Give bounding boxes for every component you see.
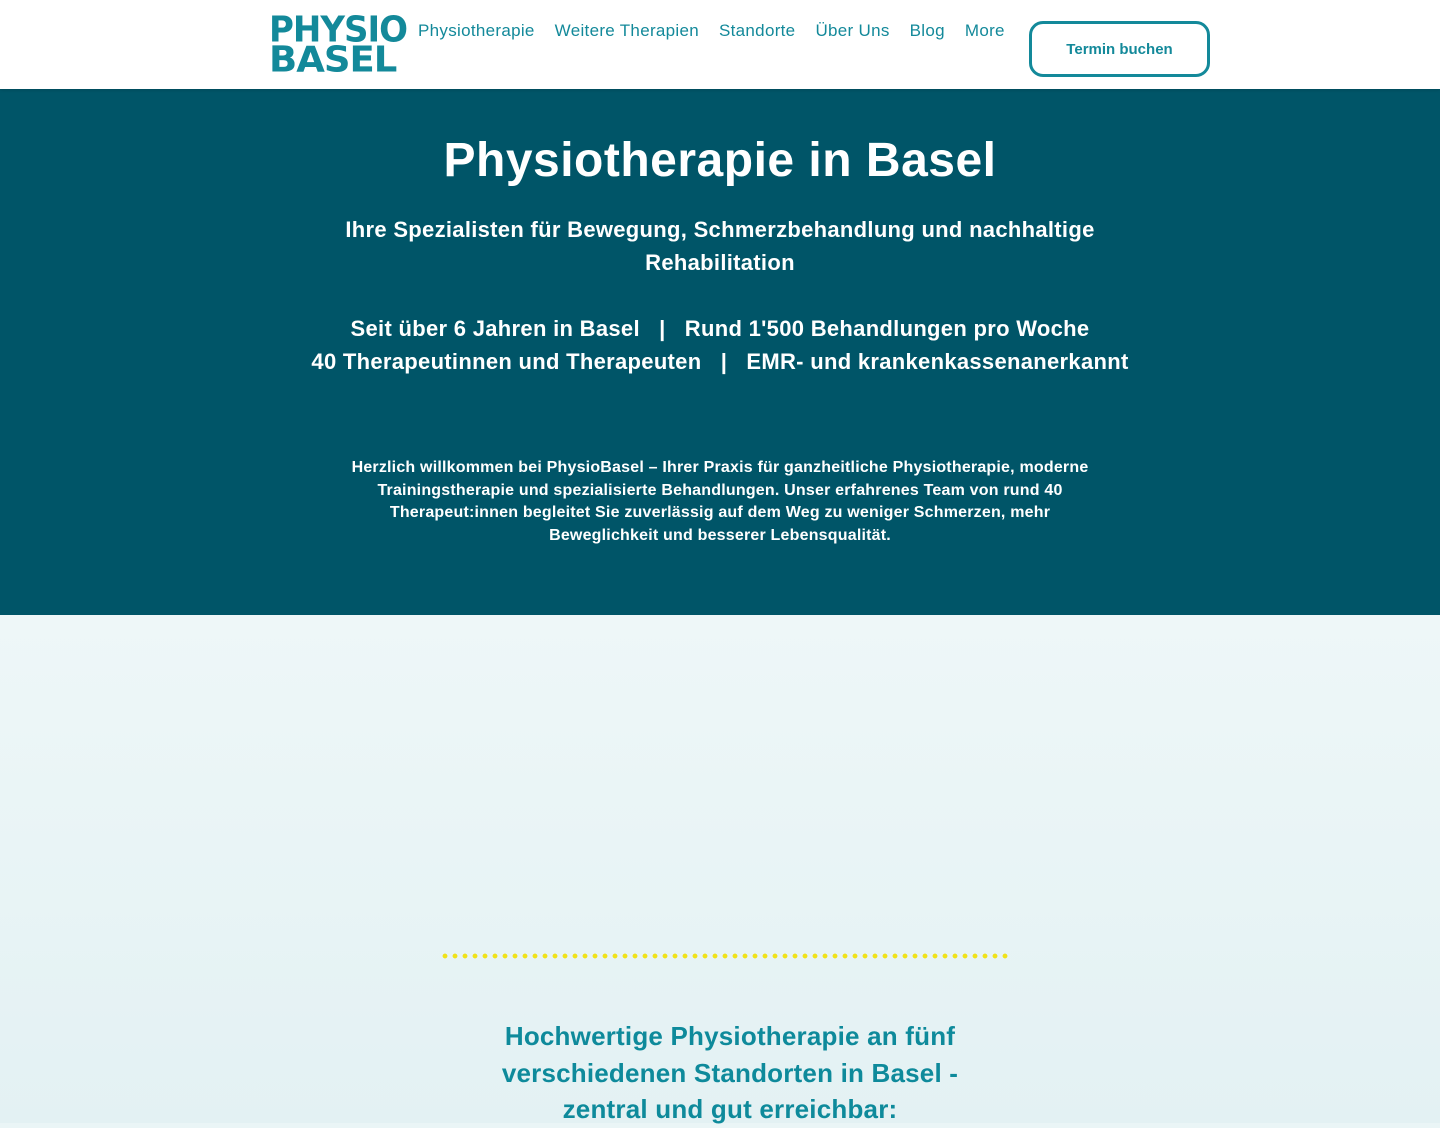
nav-item-ueber-uns[interactable]: Über Uns <box>815 21 890 40</box>
main-navigation <box>418 21 1005 41</box>
key-facts <box>0 312 1440 378</box>
locations-section <box>0 615 1440 1123</box>
hero-subtitle: Ihre Spezialisten für Bewegung, Schmerzbehandlung und nachhaltige Rehabilitation <box>345 217 1095 275</box>
nav-item-more[interactable]: More <box>964 21 1005 40</box>
nav-item-standorte[interactable]: Standorte <box>719 21 796 40</box>
logo-line-1: PHYSIO <box>269 8 408 51</box>
logo-line-2: BASEL <box>269 39 397 81</box>
page-title: Physiotherapie in Basel <box>443 134 997 187</box>
dotted-divider <box>440 953 1010 959</box>
nav-item-physiotherapie[interactable]: Physiotherapie <box>418 21 535 40</box>
site-header <box>0 0 1440 89</box>
welcome-text: Herzlich willkommen bei PhysioBasel – Ihrer Praxis für ganzheitliche Physiotherapie, moderne Trainingstherapie und spezialisierte Behandlungen. Unser erfahrenes Team von rund 40 Therapeut:innen begleitet Sie zuverlässig auf dem Weg zu weniger Schmerzen, mehr Beweglichkeit und besserer Lebensqualität. <box>351 459 1089 544</box>
hero-section <box>0 89 1440 615</box>
termin-buchen-button[interactable]: Termin buchen <box>1029 21 1210 77</box>
nav-item-weitere-therapien[interactable]: Weitere Therapien <box>554 21 700 40</box>
key-facts-row-1: Seit über 6 Jahren in Basel | Rund 1'500 Behandlungen pro Woche <box>350 316 1090 341</box>
locations-heading: Hochwertige Physiotherapie an fünf verschiedenen Standorten in Basel - zentral und gut erreichbar: <box>501 1021 959 1124</box>
key-facts-row-2: 40 Therapeutinnen und Therapeuten | EMR- und krankenkassenanerkannt <box>311 349 1129 374</box>
nav-item-blog[interactable]: Blog <box>909 21 945 40</box>
physio-basel-logo[interactable] <box>269 8 408 81</box>
